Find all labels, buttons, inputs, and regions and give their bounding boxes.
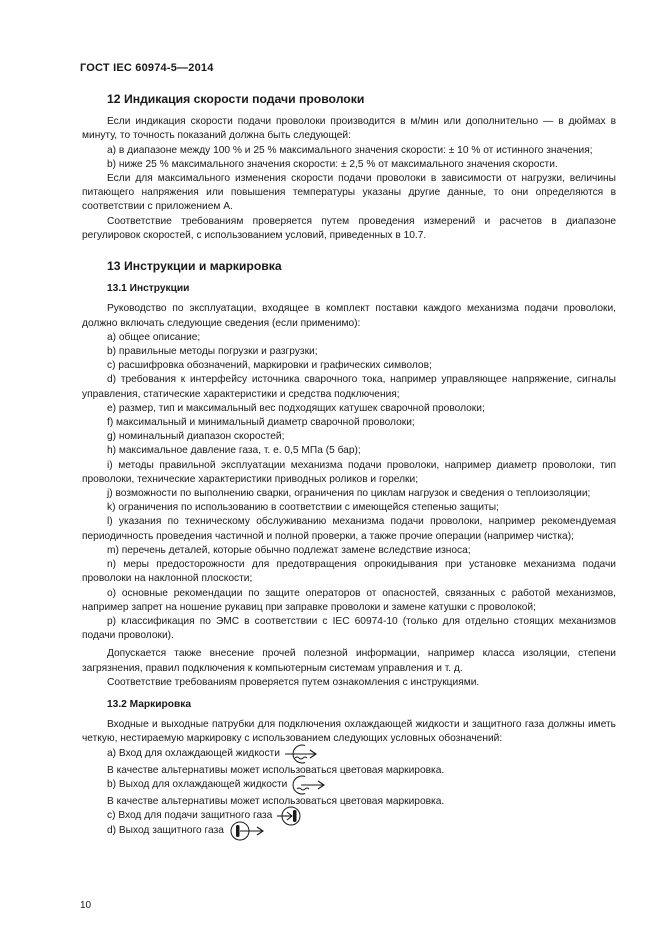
list-item: e) размер, тип и максимальный вес подходящих катушек сварочной проволоки;	[107, 402, 485, 414]
list-item: h) максимальное давление газа, т. е. 0,5 МПа (5 бар);	[107, 445, 361, 457]
section-12-title: 12 Индикация скорости подачи проволоки	[107, 92, 365, 106]
list-item: l) указания по техническому обслуживанию механизма подачи проволоки, например рекомендуемая периодичность проведения частичной и полной проверки, а также прочие операции (например чистка);	[82, 516, 616, 542]
list-item: j) возможности по выполнению сварки, ограничения по циклам нагрузок и сведения о теплоизоляции;	[107, 488, 591, 500]
list-item: c) расшифровка обозначений, маркировки и графических символов;	[107, 360, 432, 372]
section-12-item-b: b) ниже 25 % максимального значения скорости: ± 2,5 % от максимального значения скорости.	[107, 158, 558, 170]
standard-header: ГОСТ IEC 60974-5—2014	[80, 62, 214, 74]
list-item: n) меры предосторожности для предотвращения опрокидывания при установке механизма подачи проволоки на наклонной плоскости;	[82, 559, 616, 585]
marking-item-d	[82, 824, 616, 839]
section-12-item-a: a) в диапазоне между 100 % и 25 % максимального значения скорости: ± 10 % от истинного значения;	[107, 144, 593, 156]
list-item: m) перечень деталей, которые обычно подлежат замене вследствие износа;	[107, 544, 471, 556]
gas-outlet-icon	[228, 820, 266, 842]
list-item: k) ограничения по использованию в соответствии с имеющейся степенью защиты;	[107, 502, 499, 514]
coolant-inlet-icon	[284, 743, 320, 765]
coolant-outlet-icon	[291, 774, 327, 796]
marking-alternative-2: В качестве альтернативы может использоваться цветовая маркировка.	[107, 795, 445, 807]
marking-item-a	[82, 747, 616, 762]
section-12-paragraph-1: Если индикация скорости подачи проволоки производится в м/мин или дополнительно — в дюймах в минуту, то точность показаний должна быть следующей:	[82, 116, 616, 142]
marking-alternative-1: В качестве альтернативы может использоваться цветовая маркировка.	[107, 764, 445, 776]
section-13-1-extra: Допускается также внесение прочей полезной информации, например класса изоляции, степени загрязнения, правил подключения к компьютерным системам управления и т. д.	[82, 648, 616, 674]
page-content	[82, 92, 616, 839]
list-item: a) общее описание;	[107, 331, 201, 343]
section-12-paragraph-2: Если для максимального изменения скорости подачи проволоки в зависимости от нагрузки, величины питающего напряжения или повышения температуры указаны другие данные, то они определяются в соответствии с приложением А.	[82, 173, 616, 213]
marking-item-d-label: d) Выход защитного газа	[107, 825, 224, 837]
section-13-1-title: 13.1 Инструкции	[107, 283, 190, 295]
section-13-title: 13 Инструкции и маркировка	[107, 259, 282, 274]
marking-item-b	[82, 778, 616, 793]
list-item: g) номинальный диапазон скоростей;	[107, 431, 285, 443]
list-item: d) требования к интерфейсу источника сварочного тока, например управляющее напряжение, сигналы управления, статические характеристики и средства подключения;	[82, 374, 616, 400]
list-item: b) правильные методы погрузки и разгрузки;	[107, 346, 318, 358]
marking-item-c	[82, 809, 616, 824]
gas-inlet-icon	[276, 805, 302, 827]
marking-item-c-label: c) Вход для подачи защитного газа	[107, 810, 273, 822]
marking-item-a-label: a) Вход для охлаждающей жидкости	[107, 747, 280, 759]
list-item: f) максимальный и минимальный диаметр сварочной проволоки;	[107, 417, 415, 429]
marking-item-b-label: b) Выход для охлаждающей жидкости	[107, 779, 288, 791]
page-number: 10	[80, 900, 92, 911]
list-item: i) методы правильной эксплуатации механизма подачи проволоки, например диаметр проволоки, тип проволоки, технические характеристики приводных роликов и горелки;	[82, 459, 616, 485]
section-12-paragraph-3: Соответствие требованиям проверяется путем проведения измерений и расчетов в диапазоне регулировок скоростей, с использованием условий, приведенных в 10.7.	[82, 215, 616, 241]
list-item: o) основные рекомендации по защите операторов от опасностей, связанных с работой механизмов, например запрет на ношение рукавиц при заправке проволоки и замене катушки с проволокой;	[82, 587, 616, 613]
list-item: p) классификация по ЭМС в соответствии с IEC 60974-10 (только для отдельно стоящих механизмов подачи проволоки).	[82, 615, 616, 642]
section-13-1-intro: Руководство по эксплуатации, входящее в комплект поставки каждого механизма подачи проволоки, должно включать следующие сведения (если применимо):	[82, 303, 616, 329]
section-13-1-check: Соответствие требованиям проверяется путем ознакомления с инструкциями.	[107, 676, 480, 688]
section-13-2-intro: Входные и выходные патрубки для подключения охлаждающей жидкости и защитного газа должны иметь четкую, нестираемую маркировку с использованием следующих условных обозначений:	[82, 719, 616, 745]
section-13-2-title: 13.2 Маркировка	[107, 698, 191, 710]
